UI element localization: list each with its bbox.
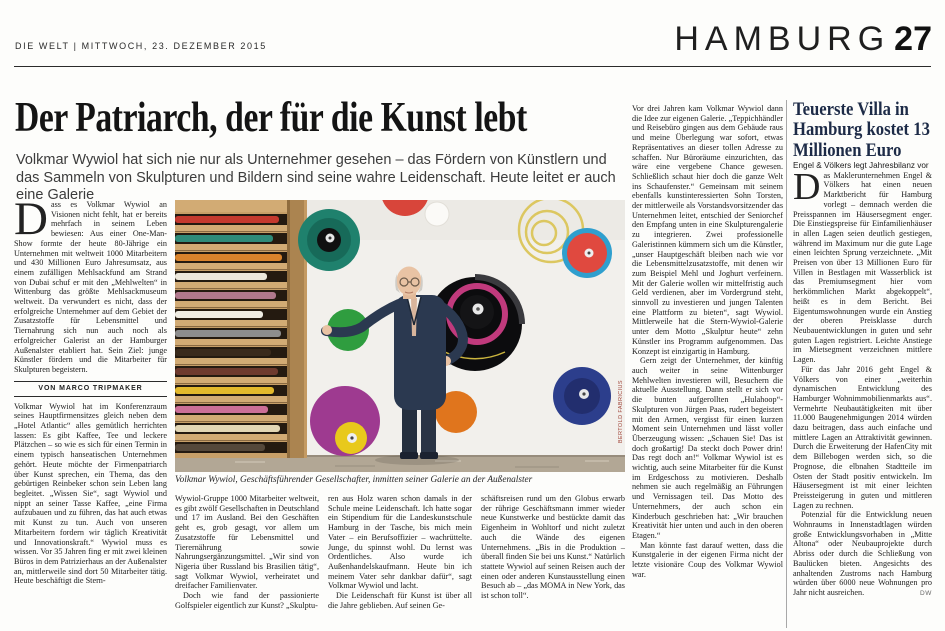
article-subheadline: Volkmar Wywiol hat sich nie nur als Unternehmer gesehen – das Fördern von Künstlern und das Sammeln von Skulpturen und Bildern sind seine wahre Leidenschaft. Heute leitet er auch eine Galerie [16, 152, 616, 203]
article-paragraph: Doch wie fand der passionierte Golfspieler eigentlich zur Kunst? „Skulptu- [175, 591, 319, 610]
sidebar-subheadline: Engel & Völkers legt Jahresbilanz vor [793, 161, 929, 171]
sidebar-headline: Teuerste Villa in Hamburg kostet 13 Millionen Euro [793, 100, 930, 161]
article-paragraph: schäftsreisen rund um den Globus erwarb der rührige Geschäftsmann immer wieder neue Kunstwerke und bestückte damit das Eigenheim in Wohltorf und nicht zuletzt auch die Wände des eigenen Unternehmens. „Bis in die Produktion – überall finden Sie bei uns Kunst.“ Natürlich stattete Wywiol auf seinen Reisen auch der einen oder anderen Kunstausstellung einen Besuch ab – „das MOMA in New York, das ist schon toll“. [481, 494, 625, 601]
article-column-1 [14, 193, 167, 586]
masthead-rule [14, 66, 931, 67]
article-paragraph: Vor drei Jahren kam Volkmar Wywiol dann die Idee zur eigenen Galerie. „Teppichhändler und Reisebüro gingen aus dem Gebäude raus und meine Überlegung war sofort, etwas Repräsentatives an dieser tollen Adresse zu schaffen. Nur Büroräume einzurichten, das wäre eine vergebene Chance gewesen. Schließlich schaut hier doch die ganze Welt ins Schaufenster.“ Gemeinsam mit seinem ebenfalls kunstinteressierten Sohn Torsten, der mittlerweile als Vorstandsvorsitzender das Unternehmen leitet, entschied der Seniorchef den Empfang unten in eine Skulpturengalerie zu integrieren. Zwei professionelle Galeristinnen kümmern sich um die Künstler, „unser Hauptgeschäft bleiben nach wie vor die Lebensmittelzusatzstoffe, mit denen wir zum Beispiel Mehl und Joghurt verfeinern. Mit der Galerie wollen wir mittelfristig auch Geld verdienen, aber im Vordergrund steht, sinnvoll zu investieren und jungen Talenten eine Plattform zu bieten“, sagt Wywiol. Mittlerweile hat die Stern-Wywiol-Galerie unter dem Motto „Skulptur heute“ zehn Künstler ins Programm aufgenommen. Das Konzept ist einzigartig in Hamburg. [632, 104, 783, 356]
sidebar-author-credit: DW [919, 589, 932, 597]
masthead-edition: DIE WELT | MITTWOCH, 23. DEZEMBER 2015 [15, 41, 267, 51]
article-column-4 [481, 494, 625, 610]
article-paragraph: Wywiol-Gruppe 1000 Mitarbeiter weltweit, es gibt zwölf Gesellschaften in Deutschland und 17 im Ausland. Bei den Geschäften geht es, grob gesagt, vor allem um Zusatzstoffe für Lebensmittel und Tierernährung sowie Nahrungsergänzungsmittel. „Wir sind von Nigeria über Russland bis Brasilien tätig“, sagt Volkmar Wywiol, verheiratet und dreifacher Familienvater. [175, 494, 319, 591]
article-headline: Der Patriarch, der für die Kunst lebt [15, 95, 527, 141]
article-columns-under-photo [175, 494, 625, 610]
photo-caption: Volkmar Wywiol, Geschäftsführender Gesellschafter, inmitten seiner Galerie an der Außenalster [175, 475, 533, 485]
disc-red-blue [562, 228, 612, 278]
article-photo [175, 200, 625, 472]
article-paragraph: Die Leidenschaft für Kunst ist über all die Jahre geblieben. Auf seinen Ge- [328, 591, 472, 610]
article-column-2 [175, 494, 319, 610]
sidebar-paragraph: Potenzial für die Entwicklung neuen Wohnraums in Innenstadtlagen würden große Entwicklungsvorhaben in „Mitte Altona“ oder Neubauprojekte durch Abriss oder durch die Schließung von Baulücken bieten. Angesichts des anhaltenden Zustroms nach Hamburg würden über 6000 neue Wohnungen pro Jahr nicht ausreichen. [793, 510, 932, 597]
photo-credit: BERTOLD FABRICIUS [618, 380, 624, 444]
section-title: HAMBURG [674, 20, 891, 58]
byline: VON MARCO TRIPMAKER [14, 381, 167, 397]
article-column-3 [328, 494, 472, 610]
page-number: 27 [894, 20, 932, 58]
column-divider-rule [786, 100, 787, 628]
article-paragraph: Man könnte fast darauf wetten, dass die Kunstgalerie in der eigenen Firma nicht der letzte visionäre Coup des Volkmar Wywiol war. [632, 540, 783, 579]
article-paragraph: Volkmar Wywiol hat im Konferenzraum seines Hauptfirmensitzes gleich neben dem „Hotel Atlantic“ alles gemütlich herrichten lassen: Es gibt Kaffee, Tee und leckere Plätzchen – so wie es sich für einen Termin in einem typisch hanseatischen Unternehmen gehört. Heute möchte der Firmenpatriarch über Kunst sprechen, ein Thema, das den gebürtigen Reinbeker schon sein Leben lang begleitet. „Wissen Sie“, sagt Wywiol und nippt an seiner Tasse Kaffee, „eine Firma aufzubauen und zu führen, das hat auch etwas mit Kunst zu tun. Auch von unseren Mitarbeitern fordern wir täglich Kreativität und Innovationskraft.“ Wywiol muss es wissen. Vor 35 Jahren fing er mit zwei kleinen Büros in dem Patrizierhaus an der Außenalster an, mittlerweile sind dort 50 Mitarbeiter tätig. Heute beschäftigt die Stern- [14, 401, 167, 586]
photo-block [175, 200, 625, 610]
gallery-photo-illustration [175, 200, 625, 472]
sidebar-paragraph: Das Maklerunternehmen Engel & Völkers hat einen neuen Marktbericht für Hamburg vorlegt – demnach werden die Preisspannen im Häusersegment enger. Die Einstiegspreise für Einfamilienhäuser in allen Lagen seien deutlich gestiegen, während im Maximum nur die gute Lage einen leichten Sprung verzeichnete. „Mit Preisen von über 13 Millionen Euro für Villen in Bestlagen mit Wasserblick ist das Premiumsegment hier vom herkömmlichen Markt abgekoppelt“, heißt es in dem Bericht. Bei Eigentumswohnungen wurde ein Anstieg der oberen Preisklasse durch Neubauentwicklungen in guten und sehr guten Lagen registriert. Leichte Anstiege im Mietsegment verzeichnen mittlere Lagen. [793, 165, 932, 365]
sidebar-paragraph: Für das Jahr 2016 geht Engel & Völkers von einer „weiterhin dynamischen Entwicklung des Hamburger Wohnimmobilienmarkts aus“. Vermehrte Neubautätigkeiten mit über 11.000 Baugenehmigungen 2014 würden dazu beitragen, dass auch einfache und mittlere Lagen an Attraktivität gewinnen. Durch die Erweiterung der HafenCity mit dem Billebogen werden sich, so die Prognose, die elbnahen Stadtteile im Osten der Stadt positiv entwickeln. Im Häusersegment ist mit einer leichten Preissteigerung in guten und mittleren Lagen zu rechnen. [793, 364, 932, 510]
article-paragraph: Dass es Volkmar Wywiol an Visionen nicht fehlt, hat er bereits mehrfach in seinem Leben bewiesen: Aus einer One-Man-Show formte der heute 80-Jährige ein Unternehmen mit weltweit 1000 Mitarbeitern und 430 Millionen Euro Jahresumsatz, aus einem zufälligen Mehlsackfund am Strand von Dubai schuf er mit den „Mehlwelten“ in Wittenburg das größte Mehlsackmuseum weltweit. Da verwundert es nicht, dass der erfolgreiche Unternehmer auf dem Gebiet der Zusatzstoffe für Lebensmittel und Tiernahrung sich nun auch noch als erfolgreicher Galerist an der Hamburger Außenalster etabliert hat. Sein Ziel: junge Künstler fördern und die Mitarbeiter für Skulpturen begeistern. [14, 193, 167, 374]
article-paragraph: Gern zeigt der Unternehmer, der künftig auch weiter in seine Wittenburger Mehlwelten investieren will, Besuchern die aktuelle Ausstellung. Dann stellt er sich vor die bunten aufgerollten „Hulahoop“-Skulpturen von Jürgen Paas, rudert begeistert mit den Armen, vergisst für einen kurzen Moment sein Unternehmen und lässt voller Überzeugung wissen: „Schauen Sie! Das ist doch großartig! Da steckt doch Power drin! Das regt doch an!“ Volkmar Wywiol ist es wichtig, auch seine Mitarbeiter für die Kunst im Erdgeschoss zu motivieren. Deshalb nehmen sie auch regelmäßig an Führungen und Vernissagen teil. Das Motto des Unternehmers, der auch schon ein Kinderbuch geschrieben hat: „Wir brauchen Kreativität hier unten und auch in den oberen Etagen.“ [632, 356, 783, 540]
sidebar-article [793, 100, 932, 597]
article-paragraph: ren aus Holz waren schon damals in der Schule meine Leidenschaft. Ich hatte sogar ein Stipendium für die Landeskunstschule Hamburg in der Tasche, bis mich mein Vater – ein Berufsoffizier – wachrüttelte. Junge, du spinnst wohl. Du lernst was Ordentliches. Also wurde ich Außenhandelskaufmann. Heute bin ich meinem Vater sehr dankbar dafür“, sagt Volkmar Wywiol und lacht. [328, 494, 472, 591]
masthead-section-block [674, 20, 932, 59]
disc-purple-yellow [310, 386, 380, 456]
disc-teal [298, 209, 360, 271]
disc-blue [553, 367, 611, 425]
article-column-5 [632, 104, 783, 579]
wood-shelf [175, 200, 307, 458]
